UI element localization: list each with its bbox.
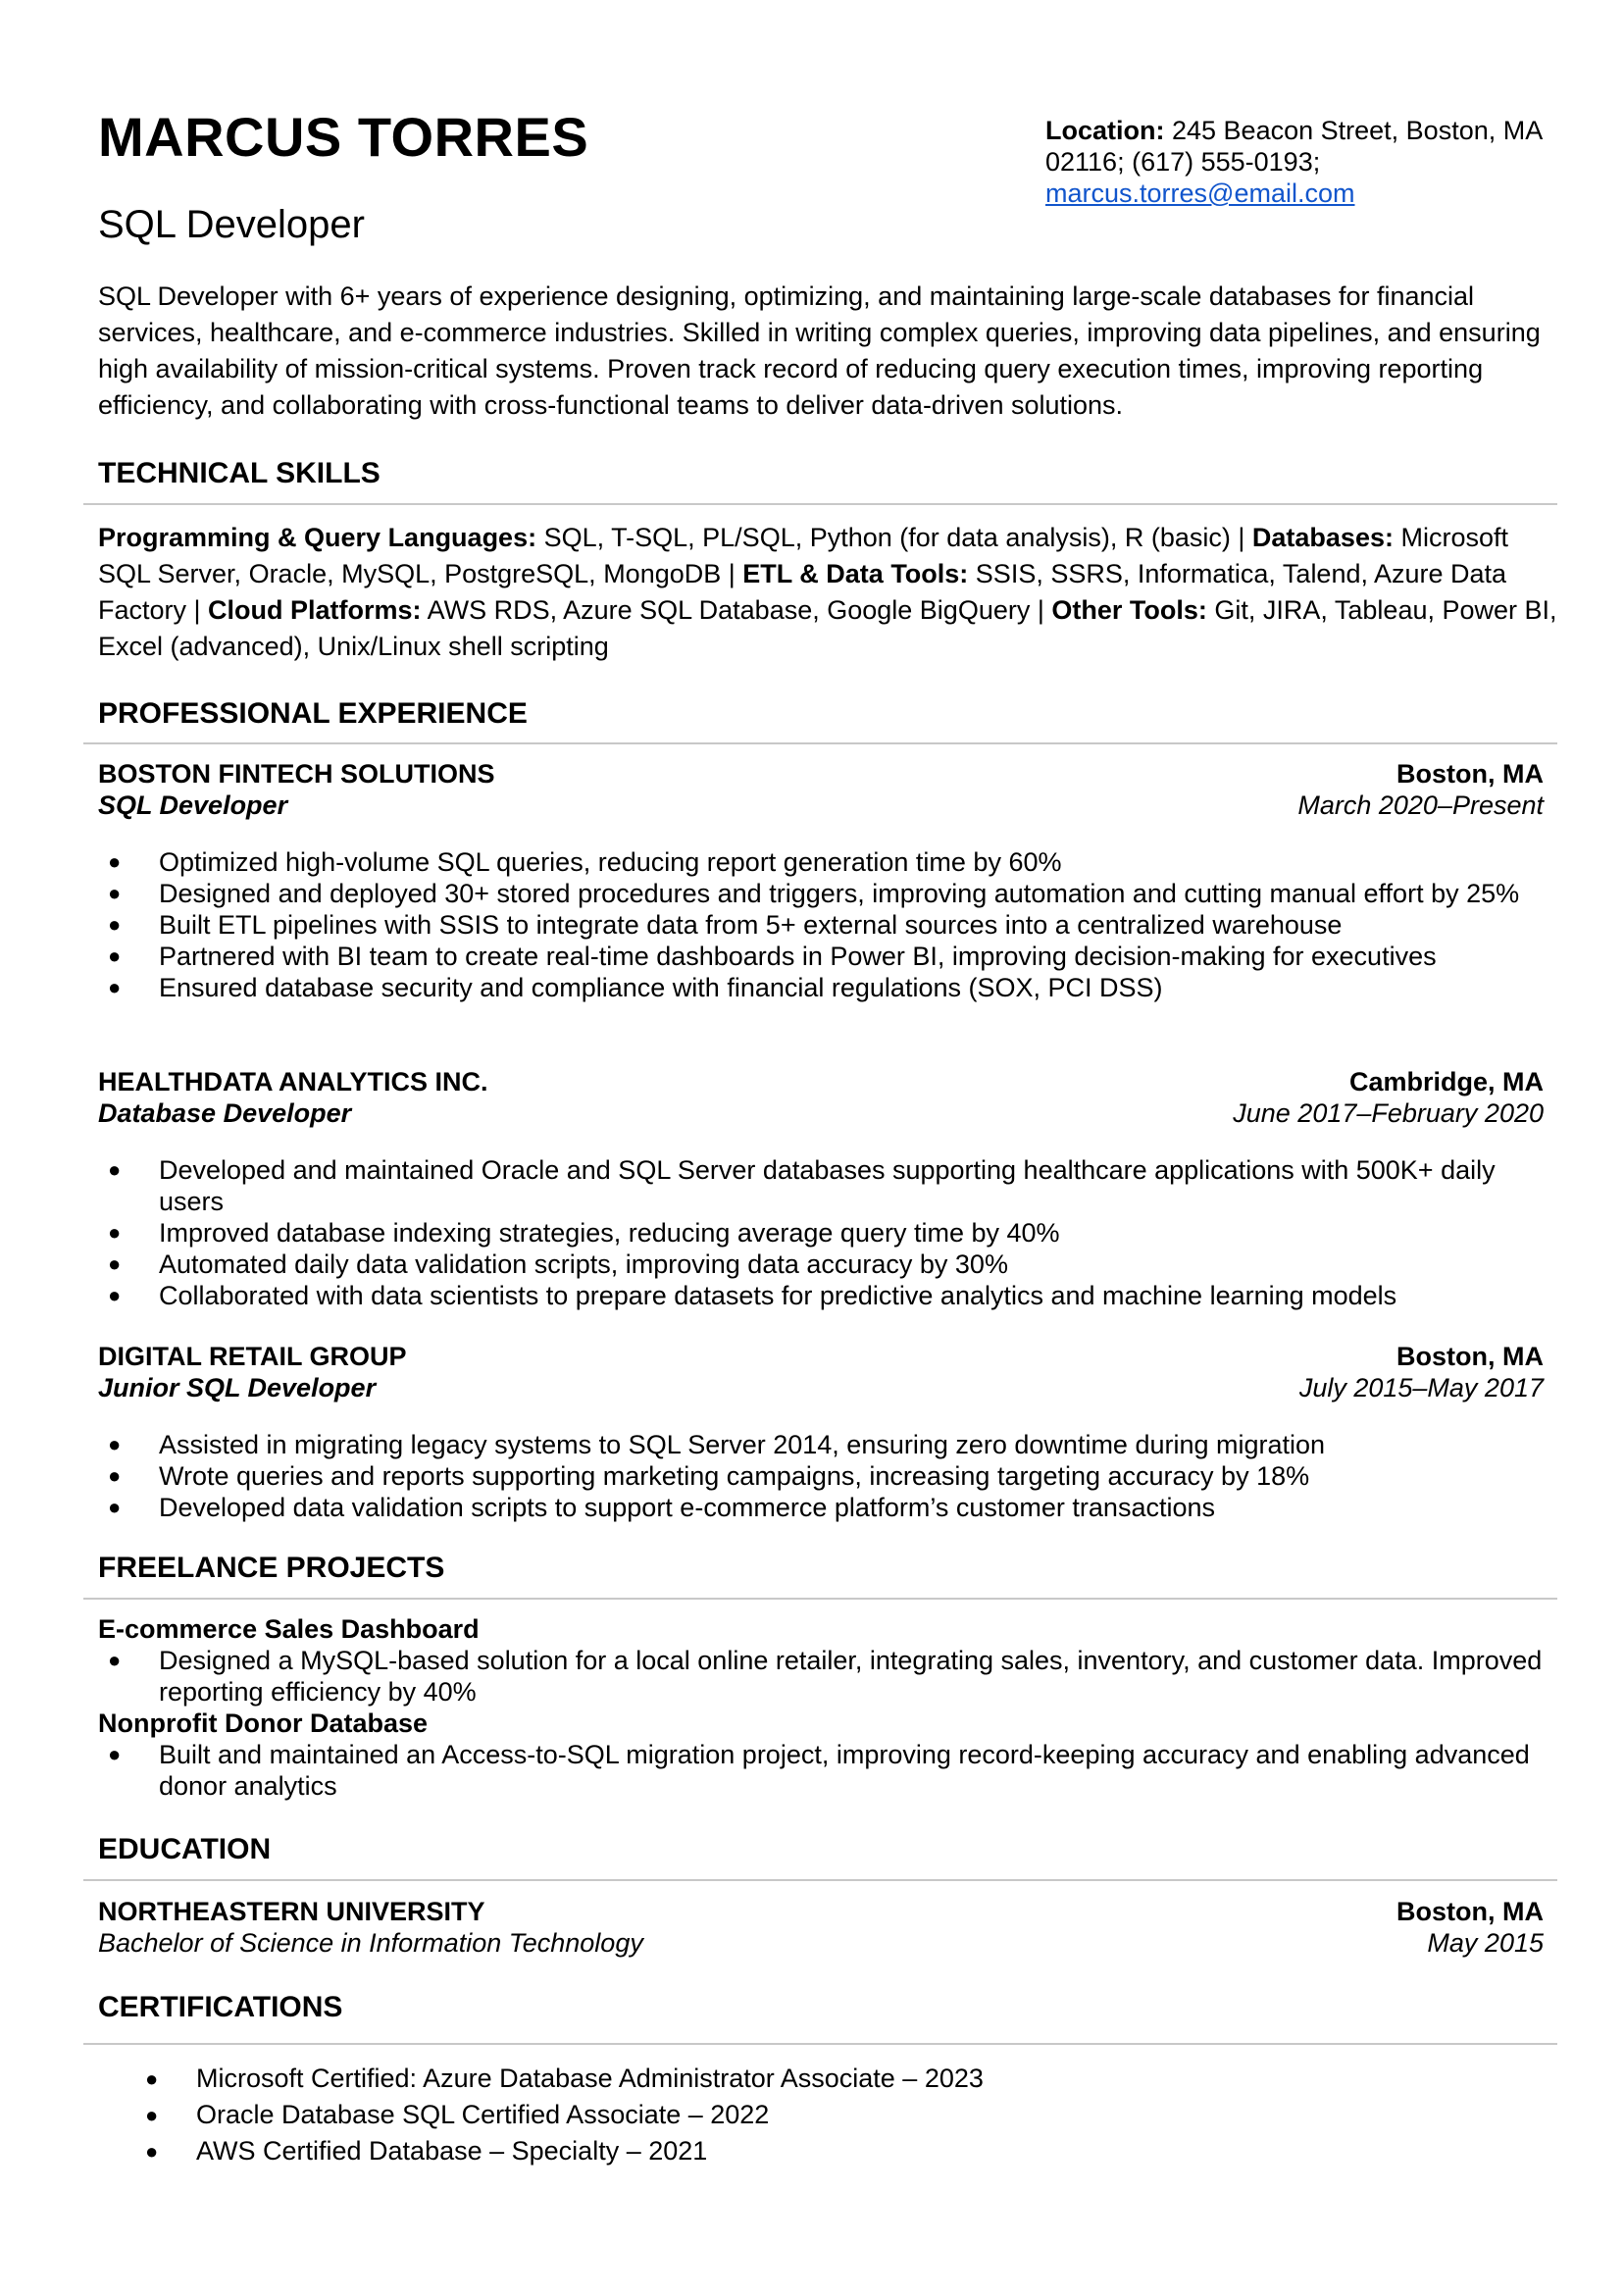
- bullet-icon: ●: [108, 912, 122, 937]
- school-name: NORTHEASTERN UNIVERSITY: [98, 1897, 485, 1926]
- bullet-text: Optimized high-volume SQL queries, reducing report generation time by 60%: [159, 847, 1062, 877]
- job-location: Cambridge, MA: [1348, 1067, 1544, 1096]
- bullet-text: Wrote queries and reports supporting marketing campaigns, increasing targeting accuracy by 18%: [159, 1461, 1310, 1491]
- skill-group-label: Programming & Query Languages:: [98, 523, 537, 552]
- bullet-icon: ●: [108, 943, 122, 968]
- resume-page: [98, 0, 1559, 2166]
- bullet-text: Improved database indexing strategies, reducing average query time by 40%: [159, 1218, 1060, 1248]
- company-name: BOSTON FINTECH SOLUTIONS: [98, 759, 495, 789]
- list-item: [98, 909, 1559, 941]
- resume-header: [98, 0, 1559, 257]
- bullet-icon: ●: [108, 1742, 122, 1766]
- list-item: [98, 1460, 1559, 1492]
- job-bullets: [98, 1154, 1559, 1311]
- certification-list: [98, 2061, 1559, 2169]
- company-name: DIGITAL RETAIL GROUP: [98, 1342, 407, 1371]
- skill-group-label: Other Tools:: [1051, 595, 1207, 625]
- bullet-text: Assisted in migrating legacy systems to SQL Server 2014, ensuring zero downtime during migration: [159, 1430, 1326, 1459]
- bullet-text: Partnered with BI team to create real-time dashboards in Power BI, improving decision-making for executives: [159, 942, 1437, 971]
- list-item: [98, 972, 1559, 1003]
- location-label: Location:: [1045, 116, 1165, 145]
- project-title: Nonprofit Donor Database: [98, 1708, 429, 1738]
- project-bullets: [98, 1739, 1559, 1802]
- section-divider: [83, 742, 1557, 744]
- job-role: SQL Developer: [98, 790, 288, 820]
- bullet-icon: ●: [108, 1251, 122, 1276]
- list-item: [98, 1249, 1559, 1280]
- skill-group-label: Databases:: [1251, 523, 1394, 552]
- list-item: [98, 878, 1559, 909]
- bullet-text: Developed data validation scripts to support e-commerce platform’s customer transactions: [159, 1493, 1215, 1522]
- job-dates: March 2020–Present: [1297, 790, 1544, 820]
- list-item: [98, 1492, 1559, 1523]
- skill-group-text: Git, JIRA, Tableau, Power BI, Excel (advanced), Unix/Linux shell scripting: [98, 595, 1557, 661]
- skill-group-text: SQL, T-SQL, PL/SQL, Python (for data analysis), R (basic) |: [536, 523, 1252, 552]
- bullet-icon: ●: [108, 849, 122, 874]
- list-item: [98, 1280, 1559, 1311]
- skills-section: [98, 459, 1559, 488]
- experience-section: [98, 699, 1559, 729]
- skill-group-text: SSIS, SSRS, Informatica, Talend, Azure Data Factory |: [98, 559, 1507, 625]
- skill-group-text: Microsoft SQL Server, Oracle, MySQL, PostgreSQL, MongoDB |: [98, 523, 1509, 588]
- bullet-icon: ●: [145, 2139, 159, 2164]
- list-item: [98, 941, 1559, 972]
- projects-section: [98, 1554, 1559, 1583]
- bullet-text: Ensured database security and compliance with financial regulations (SOX, PCI DSS): [159, 973, 1163, 1002]
- skills-paragraph: [98, 520, 1559, 665]
- bullet-icon: ●: [108, 1283, 122, 1307]
- bullet-icon: ●: [108, 1648, 122, 1672]
- candidate-name: MARCUS TORRES: [98, 106, 589, 168]
- list-item: [98, 1217, 1559, 1249]
- list-item: [98, 1154, 1559, 1217]
- bullet-icon: ●: [108, 1463, 122, 1488]
- section-divider: [83, 503, 1557, 505]
- list-item: [98, 2133, 1559, 2169]
- bullet-text: Built ETL pipelines with SSIS to integrate data from 5+ external sources into a centralized warehouse: [159, 910, 1343, 940]
- bullet-icon: ●: [108, 1495, 122, 1519]
- list-item: [98, 2061, 1559, 2097]
- school-location: Boston, MA: [1396, 1897, 1544, 1926]
- summary-paragraph: SQL Developer with 6+ years of experience designing, optimizing, and maintaining large-scale databases for financial services, healthcare, and e-commerce industries. Skilled in writing complex queries, improving data pipelines, and ensuring high availability of mission-critical systems. Proven track record of reducing query execution times, improving reporting efficiency, and collaborating with cross-functional teams to deliver data-driven solutions.: [98, 281, 1541, 420]
- job-bullets: [98, 1429, 1559, 1523]
- job-dates: July 2015–May 2017: [1298, 1373, 1544, 1402]
- section-divider: [83, 2043, 1557, 2045]
- certifications-section: [98, 1993, 1559, 2022]
- candidate-title: SQL Developer: [98, 203, 365, 246]
- section-divider: [83, 1598, 1557, 1600]
- list-item: [98, 1645, 1559, 1708]
- bullet-icon: ●: [108, 975, 122, 999]
- certification-text: AWS Certified Database – Specialty – 2021: [196, 2136, 708, 2166]
- project-title: E-commerce Sales Dashboard: [98, 1614, 480, 1644]
- company-name: HEALTHDATA ANALYTICS INC.: [98, 1067, 488, 1096]
- skill-group-label: ETL & Data Tools:: [742, 559, 969, 588]
- bullet-icon: ●: [108, 1220, 122, 1245]
- bullet-icon: ●: [145, 2066, 159, 2091]
- section-heading: FREELANCE PROJECTS: [98, 1552, 445, 1584]
- list-item: [98, 846, 1559, 878]
- section-divider: [83, 1879, 1557, 1881]
- job-role: Database Developer: [98, 1098, 352, 1128]
- section-heading: PROFESSIONAL EXPERIENCE: [98, 697, 528, 730]
- bullet-icon: ●: [108, 881, 122, 905]
- degree: Bachelor of Science in Information Technology: [98, 1928, 643, 1958]
- project-bullets: [98, 1645, 1559, 1708]
- bullet-icon: ●: [145, 2103, 159, 2127]
- bullet-icon: ●: [108, 1157, 122, 1182]
- skill-group-text: AWS RDS, Azure SQL Database, Google BigQuery |: [421, 595, 1052, 625]
- location-text: 245 Beacon Street, Boston, MA 02116; (617) 555-0193;: [1045, 116, 1542, 177]
- job-bullets: [98, 846, 1559, 1003]
- section-heading: EDUCATION: [98, 1833, 272, 1865]
- skill-group-label: Cloud Platforms:: [208, 595, 422, 625]
- bullet-text: Collaborated with data scientists to prepare datasets for predictive analytics and machine learning models: [159, 1281, 1397, 1310]
- section-heading: CERTIFICATIONS: [98, 1991, 343, 2023]
- certification-text: Oracle Database SQL Certified Associate – 2022: [196, 2100, 770, 2129]
- job-location: Boston, MA: [1396, 759, 1544, 789]
- education-section: [98, 1835, 1559, 1864]
- certification-text: Microsoft Certified: Azure Database Administrator Associate – 2023: [196, 2064, 984, 2093]
- list-item: [98, 2097, 1559, 2133]
- graduation-date: May 2015: [1427, 1928, 1544, 1958]
- bullet-text: Automated daily data validation scripts, improving data accuracy by 30%: [159, 1249, 1008, 1279]
- job-role: Junior SQL Developer: [98, 1373, 377, 1402]
- email-link[interactable]: marcus.torres@email.com: [1045, 178, 1355, 208]
- bullet-text: Designed and deployed 30+ stored procedures and triggers, improving automation and cutting manual effort by 25%: [159, 879, 1520, 908]
- bullet-text: Developed and maintained Oracle and SQL Server databases supporting healthcare applications with 500K+ daily users: [159, 1155, 1496, 1216]
- job-dates: June 2017–February 2020: [1233, 1098, 1544, 1128]
- list-item: [98, 1739, 1559, 1802]
- section-heading: TECHNICAL SKILLS: [98, 457, 381, 489]
- bullet-icon: ●: [108, 1432, 122, 1456]
- bullet-text: Designed a MySQL-based solution for a local online retailer, integrating sales, inventory, and customer data. Improved reporting efficiency by 40%: [159, 1646, 1543, 1707]
- job-location: Boston, MA: [1396, 1342, 1544, 1371]
- list-item: [98, 1429, 1559, 1460]
- bullet-text: Built and maintained an Access-to-SQL migration project, improving record-keeping accuracy and enabling advanced donor analytics: [159, 1740, 1530, 1801]
- contact-block: [1045, 115, 1555, 209]
